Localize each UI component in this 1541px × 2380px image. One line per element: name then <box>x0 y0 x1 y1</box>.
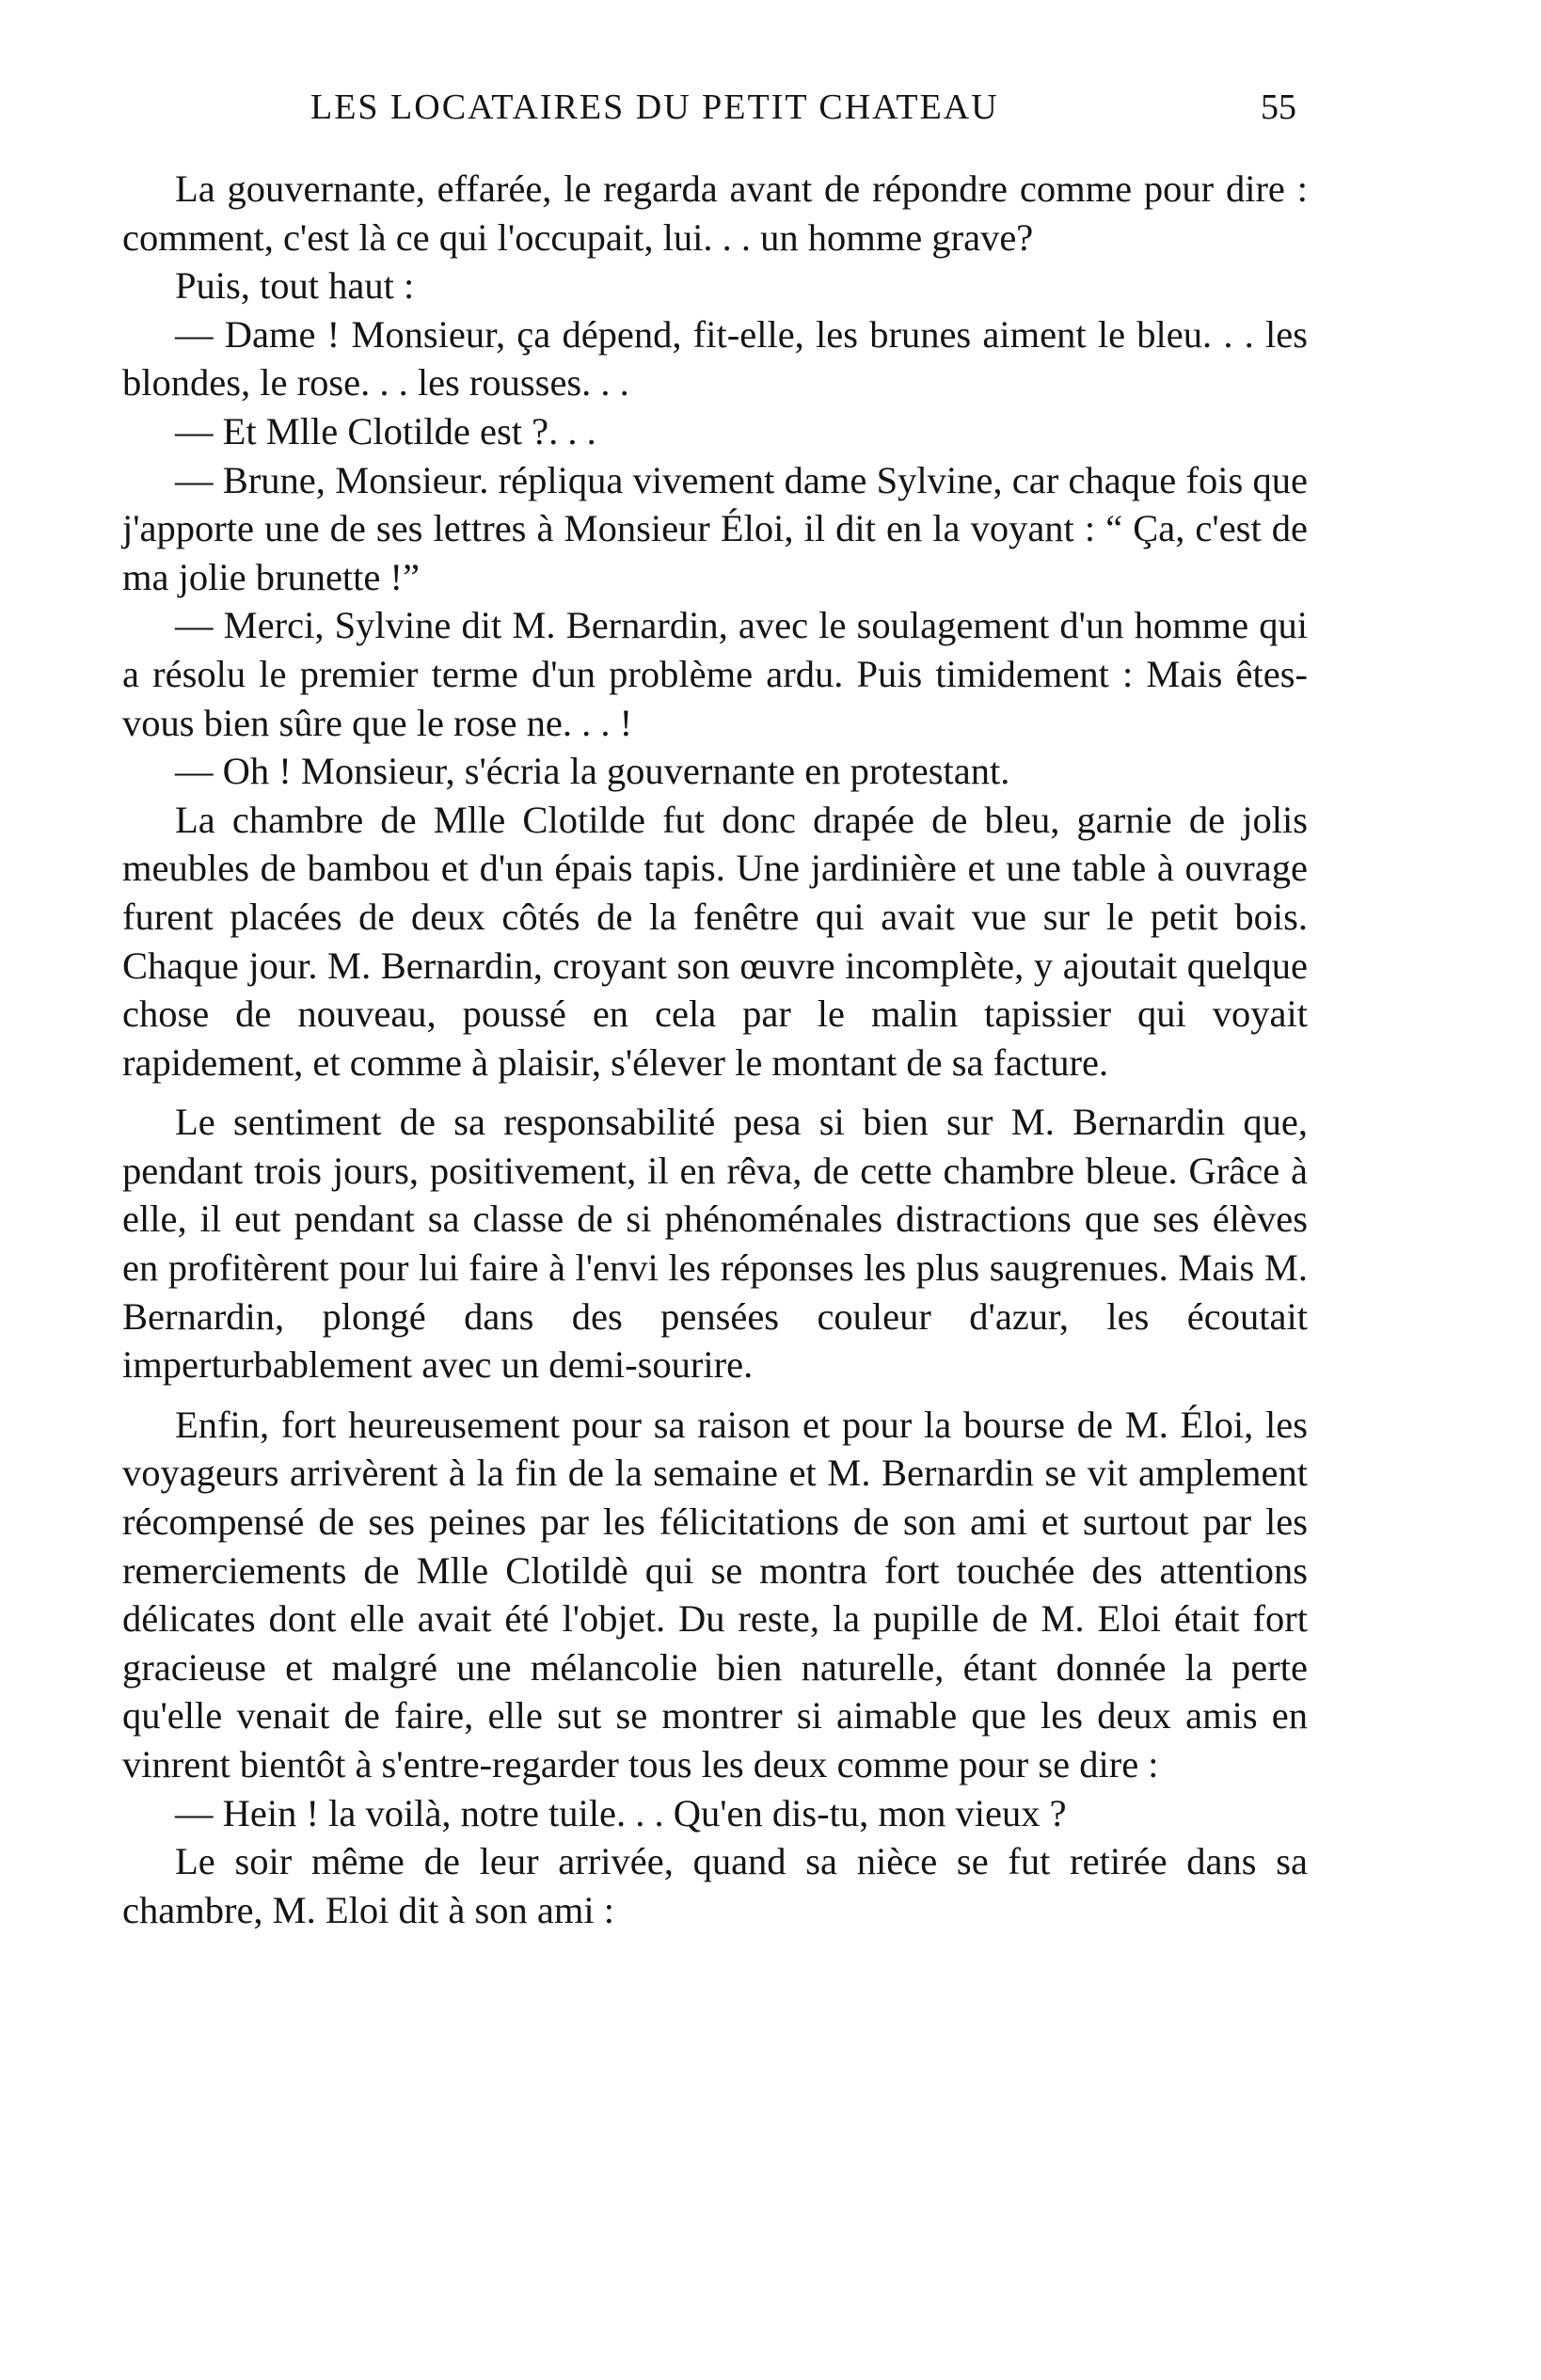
paragraph: — Dame ! Monsieur, ça dépend, fit-elle, les brunes aiment le bleu. . . les blondes, le rose. . . les rousses. . . <box>122 312 1308 405</box>
paragraph: Le sentiment de sa responsabilité pesa si bien sur M. Bernardin que, pendant trois jours, positivement, il en rêva, de cette chambre bleue. Grâce à elle, il eut pendant sa classe de si phénoménales distractions que ses élèves en profitèrent pour lui faire à l'envi les réponses les plus saugrenues. Mais M. Bernardin, plongé dans des pensées couleur d'azur, les écoutait imperturbablement avec un demi-sourire. <box>122 1101 1308 1387</box>
paragraph: — Brune, Monsieur. répliqua vivement dame Sylvine, car chaque fois que j'apporte une de ses lettres à Monsieur Éloi, il dit en la voyant : “ Ça, c'est de ma jolie brunette !” <box>122 458 1308 598</box>
paragraph: — Et Mlle Clotilde est ?. . . <box>175 409 596 452</box>
paragraph: — Oh ! Monsieur, s'écria la gouvernante en protestant. <box>175 750 1010 793</box>
page-number: 55 <box>1261 87 1296 127</box>
running-title: LES LOCATAIRES DU PETIT CHATEAU <box>310 87 999 127</box>
body-text <box>122 165 1308 1934</box>
paragraph: Enfin, fort heureusement pour sa raison et pour la bourse de M. Éloi, les voyageurs arrivèrent à la fin de la semaine et M. Bernardin se vit amplement récompensé de ses peines par les félicitations de son ami et surtout par les remerciements de Mlle Clotildè qui se montra fort touchée des attentions délicates dont elle avait été l'objet. Du reste, la pupille de M. Eloi était fort gracieuse et malgré une mélancolie bien naturelle, étant donnée la perte qu'elle venait de faire, elle sut se montrer si aimable que les deux amis en vinrent bientôt à s'entre-regarder tous les deux comme pour se dire : <box>122 1403 1308 1785</box>
running-head <box>0 87 1541 134</box>
paragraph: La chambre de Mlle Clotilde fut donc drapée de bleu, garnie de jolis meubles de bambou et d'un épais tapis. Une jardinière et une table à ouvrage furent placées de deux côtés de la fenêtre qui avait vue sur le petit bois. Chaque jour. M. Bernardin, croyant son œuvre incomplète, y ajoutait quelque chose de nouveau, poussé en cela par le malin tapissier qui voyait rapidement, et comme à plaisir, s'élever le montant de sa facture. <box>122 798 1308 1084</box>
paragraph: La gouvernante, effarée, le regarda avant de répondre comme pour dire : comment, c'est là ce qui l'occupait, lui. . . un homme grave? <box>122 167 1308 259</box>
paragraph: — Merci, Sylvine dit M. Bernardin, avec le soulagement d'un homme qui a résolu le premier terme d'un problème ardu. Puis timidement : Mais êtes-vous bien sûre que le rose ne. . . ! <box>122 604 1308 744</box>
paragraph: Puis, tout haut : <box>175 264 415 308</box>
paragraph: — Hein ! la voilà, notre tuile. . . Qu'en dis-tu, mon vieux ? <box>175 1791 1067 1834</box>
paragraph: Le soir même de leur arrivée, quand sa nièce se fut retirée dans sa chambre, M. Eloi dit à son ami : <box>122 1840 1308 1931</box>
